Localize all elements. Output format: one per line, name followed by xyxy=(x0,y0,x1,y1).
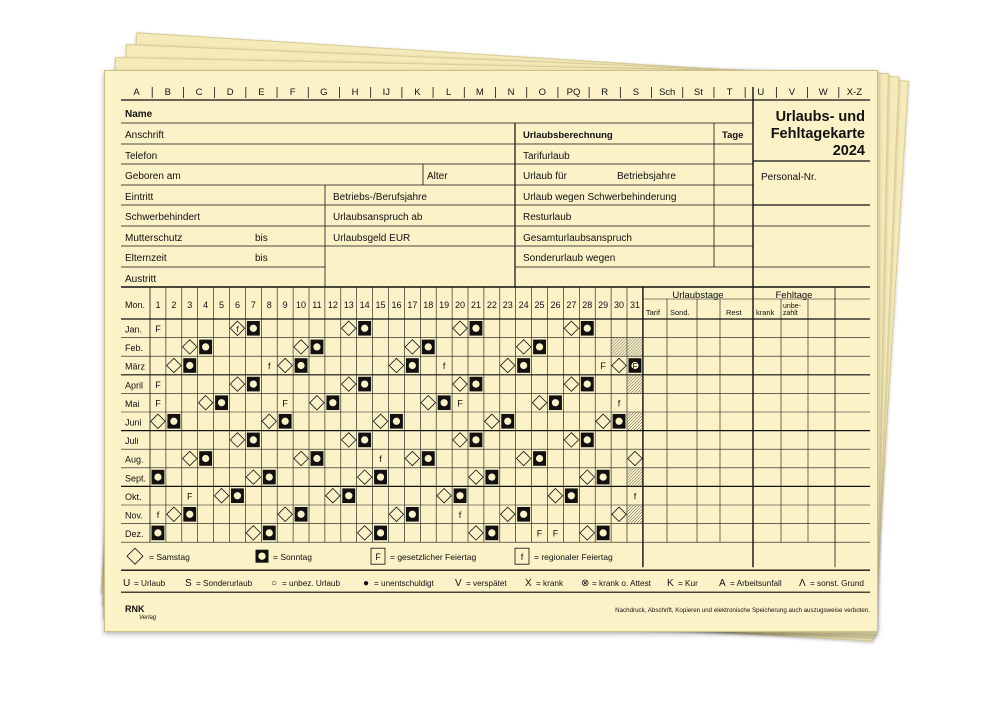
saturday-diamond-icon xyxy=(373,414,387,428)
index-letter-Sch: Sch xyxy=(658,87,676,98)
sunday-circle xyxy=(520,362,527,369)
title-line-2: Fehltagekarte xyxy=(770,126,865,142)
day-number-20: 20 xyxy=(455,300,466,310)
month-label-6: Juni xyxy=(125,417,142,428)
index-letter-V: V xyxy=(788,87,796,98)
saturday-diamond-icon xyxy=(294,340,308,354)
saturday-diamond-icon xyxy=(294,451,308,465)
sunday-circle xyxy=(536,455,543,462)
holiday-mark: f xyxy=(442,361,446,372)
label-fehltage: Fehltage xyxy=(775,290,813,301)
legend-f: f xyxy=(520,552,524,563)
month-label-1: Jan. xyxy=(125,324,143,335)
code-symbol-10: Λ xyxy=(799,578,806,590)
saturday-diamond-icon xyxy=(564,321,578,335)
saturday-diamond-icon xyxy=(342,321,356,335)
sunday-circle xyxy=(409,362,416,369)
day-number-9: 9 xyxy=(282,300,288,310)
label-telefon: Telefon xyxy=(125,151,158,162)
month-label-9: Sept. xyxy=(125,473,147,484)
day-number-15: 15 xyxy=(375,300,386,310)
saturday-diamond-icon xyxy=(501,507,515,521)
code-text-6: = krank xyxy=(536,579,564,589)
saturday-diamond-icon xyxy=(453,377,467,391)
label-sub-krank: krank xyxy=(756,308,775,317)
sunday-circle xyxy=(409,511,416,518)
sunday-circle xyxy=(361,436,368,443)
month-label-12: Dez. xyxy=(125,529,144,540)
sunday-circle xyxy=(504,418,511,425)
holiday-mark: F xyxy=(187,491,193,502)
index-letter-N: N xyxy=(507,87,515,98)
index-letter-L: L xyxy=(446,87,452,98)
index-letter-PQ: PQ xyxy=(566,87,581,98)
saturday-diamond-icon xyxy=(326,489,340,503)
saturday-diamond-icon xyxy=(405,340,419,354)
title-line-1: Urlaubs- und xyxy=(775,109,865,125)
code-symbol-3: ○ xyxy=(271,578,278,590)
saturday-diamond-icon xyxy=(342,433,356,447)
saturday-diamond-icon xyxy=(564,433,578,447)
saturday-diamond-icon xyxy=(230,377,244,391)
day-number-4: 4 xyxy=(203,300,209,310)
sunday-circle xyxy=(250,325,257,332)
index-letter-W: W xyxy=(818,87,828,98)
sunday-circle xyxy=(154,529,161,536)
label-mon: Mon. xyxy=(125,300,146,310)
saturday-diamond-icon xyxy=(167,507,181,521)
saturday-diamond-icon xyxy=(342,377,356,391)
day-number-1: 1 xyxy=(155,300,161,310)
day-number-8: 8 xyxy=(266,300,272,310)
index-letter-X-Z: X-Z xyxy=(846,87,863,98)
sunday-circle xyxy=(584,325,591,332)
sunday-circle xyxy=(584,436,591,443)
saturday-diamond-icon xyxy=(485,414,499,428)
index-letter-M: M xyxy=(475,87,484,98)
saturday-diamond-icon xyxy=(405,451,419,465)
index-letter-O: O xyxy=(538,87,547,98)
month-label-2: Feb. xyxy=(125,343,144,354)
saturday-diamond-icon xyxy=(453,321,467,335)
code-text-9: = Arbeitsunfall xyxy=(730,579,782,589)
saturday-diamond-icon xyxy=(596,414,610,428)
saturday-diamond-icon xyxy=(278,358,292,372)
sunday-circle xyxy=(345,492,352,499)
day-number-19: 19 xyxy=(439,300,450,310)
sunday-circle xyxy=(218,399,225,406)
sunday-circle xyxy=(488,473,495,480)
label-sonderurlaub: Sonderurlaub wegen xyxy=(523,253,616,264)
index-letter-St: St xyxy=(693,87,703,98)
code-text-7: = krank o. Attest xyxy=(592,579,651,589)
index-letter-G: G xyxy=(320,87,328,98)
month-label-5: Mai xyxy=(125,398,140,409)
holiday-mark: f xyxy=(267,361,271,372)
day-number-13: 13 xyxy=(343,300,354,310)
saturday-diamond-icon xyxy=(230,433,244,447)
index-letter-K: K xyxy=(414,87,421,98)
label-eintritt: Eintritt xyxy=(125,192,154,203)
sunday-circle xyxy=(154,473,161,480)
label-personal-nr: Personal-Nr. xyxy=(761,172,817,183)
saturday-diamond-icon xyxy=(167,358,181,372)
code-text-10: = sonst. Grund xyxy=(810,579,864,589)
label-bis-2: bis xyxy=(255,253,268,264)
sunday-circle xyxy=(361,380,368,387)
holiday-mark: F xyxy=(632,362,638,372)
code-symbol-2: S xyxy=(185,578,192,590)
sunday-circle xyxy=(186,362,193,369)
day-number-22: 22 xyxy=(486,300,497,310)
title-year: 2024 xyxy=(832,143,865,159)
holiday-mark: F xyxy=(536,528,543,539)
saturday-diamond-icon xyxy=(628,451,642,465)
invalid-day-hatch xyxy=(628,375,643,393)
label-urlaubstage: Urlaubstage xyxy=(672,290,724,301)
day-number-12: 12 xyxy=(327,300,338,310)
invalid-day-hatch xyxy=(612,338,627,356)
sunday-circle xyxy=(393,418,400,425)
saturday-diamond-icon xyxy=(183,340,197,354)
sunday-circle xyxy=(425,343,432,350)
saturday-diamond-icon xyxy=(262,414,276,428)
sunday-circle xyxy=(584,380,591,387)
saturday-diamond-icon xyxy=(469,470,483,484)
day-number-29: 29 xyxy=(598,300,609,310)
legend-samstag: = Samstag xyxy=(149,552,190,563)
day-number-25: 25 xyxy=(534,300,545,310)
saturday-diamond-icon xyxy=(246,470,260,484)
day-number-14: 14 xyxy=(359,300,370,310)
label-austritt: Austritt xyxy=(125,274,157,285)
sunday-circle xyxy=(615,418,622,425)
label-elternzeit: Elternzeit xyxy=(125,253,167,264)
code-symbol-4: ● xyxy=(363,578,370,590)
label-anschrift: Anschrift xyxy=(125,130,164,141)
sunday-circle xyxy=(297,362,304,369)
saturday-diamond-icon xyxy=(612,358,626,372)
sunday-circle xyxy=(186,511,193,518)
sunday-circle xyxy=(425,455,432,462)
label-betriebsjahre: Betriebs-/Berufsjahre xyxy=(333,192,427,203)
saturday-diamond-icon xyxy=(389,507,403,521)
label-urlaub-fuer: Urlaub für xyxy=(523,171,567,182)
saturday-diamond-icon xyxy=(532,396,546,410)
day-number-10: 10 xyxy=(296,300,307,310)
saturday-diamond-icon xyxy=(469,526,483,540)
sunday-circle xyxy=(250,436,257,443)
code-symbol-1: U xyxy=(123,578,131,590)
holiday-mark: F xyxy=(457,398,463,409)
invalid-day-hatch xyxy=(628,338,643,356)
label-sub-sond: Sond. xyxy=(670,308,690,317)
saturday-diamond-icon xyxy=(389,358,403,372)
day-number-31: 31 xyxy=(629,300,640,310)
code-symbol-5: V xyxy=(455,578,462,590)
code-text-2: = Sonderurlaub xyxy=(196,579,253,589)
saturday-diamond-icon xyxy=(437,489,451,503)
saturday-diamond-icon xyxy=(246,526,260,540)
sunday-circle xyxy=(472,325,479,332)
sunday-circle xyxy=(568,492,575,499)
day-number-28: 28 xyxy=(582,300,593,310)
day-number-30: 30 xyxy=(614,300,625,310)
month-label-7: Juli xyxy=(125,436,139,447)
vacation-absence-card xyxy=(104,70,878,632)
legend-regional: = regionaler Feiertag xyxy=(534,552,613,563)
label-betriebsjahre-calc: Betriebsjahre xyxy=(617,171,676,182)
day-number-7: 7 xyxy=(250,300,256,310)
index-letter-F: F xyxy=(289,87,296,98)
saturday-diamond-icon xyxy=(183,451,197,465)
day-number-27: 27 xyxy=(566,300,577,310)
day-number-2: 2 xyxy=(171,300,177,310)
code-symbol-9: A xyxy=(719,578,726,590)
label-urlaubsberechnung: Urlaubsberechnung xyxy=(523,130,613,141)
index-letter-IJ: IJ xyxy=(382,87,390,98)
sunday-circle xyxy=(456,492,463,499)
label-mutterschutz: Mutterschutz xyxy=(125,233,183,244)
code-text-3: = unbez. Urlaub xyxy=(282,579,341,589)
code-text-1: = Urlaub xyxy=(134,579,166,589)
day-number-21: 21 xyxy=(470,300,481,310)
label-bis-1: bis xyxy=(255,233,268,244)
sunday-circle xyxy=(600,473,607,480)
holiday-mark: F xyxy=(155,398,161,409)
label-gesamturlaub: Gesamturlaubsanspruch xyxy=(523,233,632,244)
sunday-circle xyxy=(600,529,607,536)
saturday-diamond-icon xyxy=(564,377,578,391)
index-letter-D: D xyxy=(226,87,234,98)
day-number-11: 11 xyxy=(312,300,322,310)
label-tage: Tage xyxy=(722,130,744,141)
index-letter-R: R xyxy=(601,87,609,98)
sunday-circle xyxy=(202,343,209,350)
sunday-circle xyxy=(313,343,320,350)
invalid-day-hatch xyxy=(628,468,643,486)
sunday-circle xyxy=(313,455,320,462)
day-number-23: 23 xyxy=(502,300,513,310)
sunday-circle xyxy=(202,455,209,462)
saturday-diamond-icon xyxy=(516,340,530,354)
sunday-circle xyxy=(234,492,241,499)
month-label-8: Aug. xyxy=(125,454,144,465)
sunday-circle xyxy=(170,418,177,425)
sunday-circle xyxy=(329,399,336,406)
index-letter-E: E xyxy=(258,87,265,98)
sunday-circle xyxy=(361,325,368,332)
holiday-mark: f xyxy=(458,510,462,520)
sunday-circle xyxy=(297,511,304,518)
day-number-5: 5 xyxy=(219,300,225,310)
day-number-17: 17 xyxy=(407,300,418,310)
saturday-diamond-icon xyxy=(516,451,530,465)
holiday-mark: F xyxy=(600,361,606,372)
label-geboren: Geboren am xyxy=(125,171,181,182)
holiday-mark: f xyxy=(379,454,382,465)
sunday-circle xyxy=(266,473,273,480)
day-number-3: 3 xyxy=(187,300,193,310)
holiday-mark: f xyxy=(617,398,621,409)
sunday-circle xyxy=(472,380,479,387)
label-resturlaub: Resturlaub xyxy=(523,212,572,223)
day-number-18: 18 xyxy=(423,300,434,310)
index-letter-T: T xyxy=(726,87,733,98)
month-label-10: Okt. xyxy=(125,491,142,502)
saturday-diamond-icon xyxy=(421,396,435,410)
label-sub-rest: Rest xyxy=(726,308,742,317)
sunday-circle xyxy=(266,529,273,536)
saturday-diamond-icon xyxy=(357,526,371,540)
brand-sub: Verlag xyxy=(139,615,157,622)
sunday-circle xyxy=(472,436,479,443)
code-symbol-6: X xyxy=(525,578,532,590)
index-letter-H: H xyxy=(351,87,359,98)
sunday-circle xyxy=(377,529,384,536)
saturday-diamond-icon xyxy=(548,489,562,503)
day-number-26: 26 xyxy=(550,300,561,310)
sunday-circle xyxy=(250,380,257,387)
holiday-mark: F xyxy=(552,528,559,539)
index-letter-B: B xyxy=(164,87,171,98)
code-text-5: = verspätet xyxy=(466,579,507,589)
index-letter-A: A xyxy=(133,87,140,98)
saturday-diamond-icon xyxy=(501,358,515,372)
holiday-mark: f xyxy=(633,491,637,502)
sunday-circle xyxy=(488,529,495,536)
sunday-circle xyxy=(377,473,384,480)
month-label-3: März xyxy=(125,361,145,372)
day-number-6: 6 xyxy=(234,300,240,310)
saturday-diamond-icon xyxy=(151,414,165,428)
code-text-8: = Kur xyxy=(678,579,698,589)
label-alter: Alter xyxy=(427,171,448,182)
code-symbol-8: K xyxy=(667,578,674,590)
label-sub-tarif: Tarif xyxy=(645,308,661,317)
label-schwerbehinderung: Urlaub wegen Schwerbehinderung xyxy=(523,192,677,203)
legend-saturday-icon xyxy=(127,548,143,564)
card-form xyxy=(105,71,877,631)
saturday-diamond-icon xyxy=(580,470,594,484)
day-number-16: 16 xyxy=(391,300,402,310)
month-label-11: Nov. xyxy=(125,510,143,521)
legend-gesetzlich: = gesetzlicher Feiertag xyxy=(390,552,477,563)
label-sub-unbezahlt-1: unbe- xyxy=(783,303,801,310)
code-symbol-7: ⊗ xyxy=(581,578,590,590)
saturday-diamond-icon xyxy=(612,507,626,521)
saturday-diamond-icon xyxy=(278,507,292,521)
saturday-diamond-icon xyxy=(198,396,212,410)
label-schwerbehindert: Schwerbehindert xyxy=(125,212,201,223)
invalid-day-hatch xyxy=(628,413,643,431)
holiday-mark: F xyxy=(282,398,288,409)
sunday-circle xyxy=(258,553,265,560)
sunday-circle xyxy=(441,399,448,406)
holiday-mark: F xyxy=(155,379,161,390)
label-name: Name xyxy=(125,109,153,120)
index-letter-S: S xyxy=(632,87,640,98)
holiday-mark: f xyxy=(156,510,160,520)
sunday-circle xyxy=(552,399,559,406)
month-label-4: April xyxy=(125,380,144,391)
holiday-mark: f xyxy=(236,324,239,334)
saturday-diamond-icon xyxy=(580,526,594,540)
saturday-diamond-icon xyxy=(357,470,371,484)
index-letter-U: U xyxy=(757,87,765,98)
saturday-diamond-icon xyxy=(453,433,467,447)
label-urlaubsgeld: Urlaubsgeld EUR xyxy=(333,233,411,244)
footer-copyright: Nachdruck, Abschrift, Kopieren und elektronische Speicherung auch auszugsweise verboten. xyxy=(615,607,870,615)
legend-F: F xyxy=(375,552,381,563)
label-urlaubsanspruch: Urlaubsanspruch ab xyxy=(333,212,423,223)
index-letter-C: C xyxy=(195,87,203,98)
saturday-diamond-icon xyxy=(310,396,324,410)
sunday-circle xyxy=(520,511,527,518)
sunday-circle xyxy=(282,418,289,425)
day-number-24: 24 xyxy=(518,300,529,310)
invalid-day-hatch xyxy=(628,506,643,524)
brand-logo: RNK xyxy=(125,604,145,615)
label-tarifurlaub: Tarifurlaub xyxy=(523,151,570,162)
saturday-diamond-icon xyxy=(214,489,228,503)
legend-sonntag: = Sonntag xyxy=(273,552,312,563)
code-text-4: = unentschuldigt xyxy=(374,579,434,589)
sunday-circle xyxy=(536,343,543,350)
holiday-mark: F xyxy=(155,324,161,334)
label-sub-unbezahlt-2: zahlt xyxy=(783,310,798,317)
